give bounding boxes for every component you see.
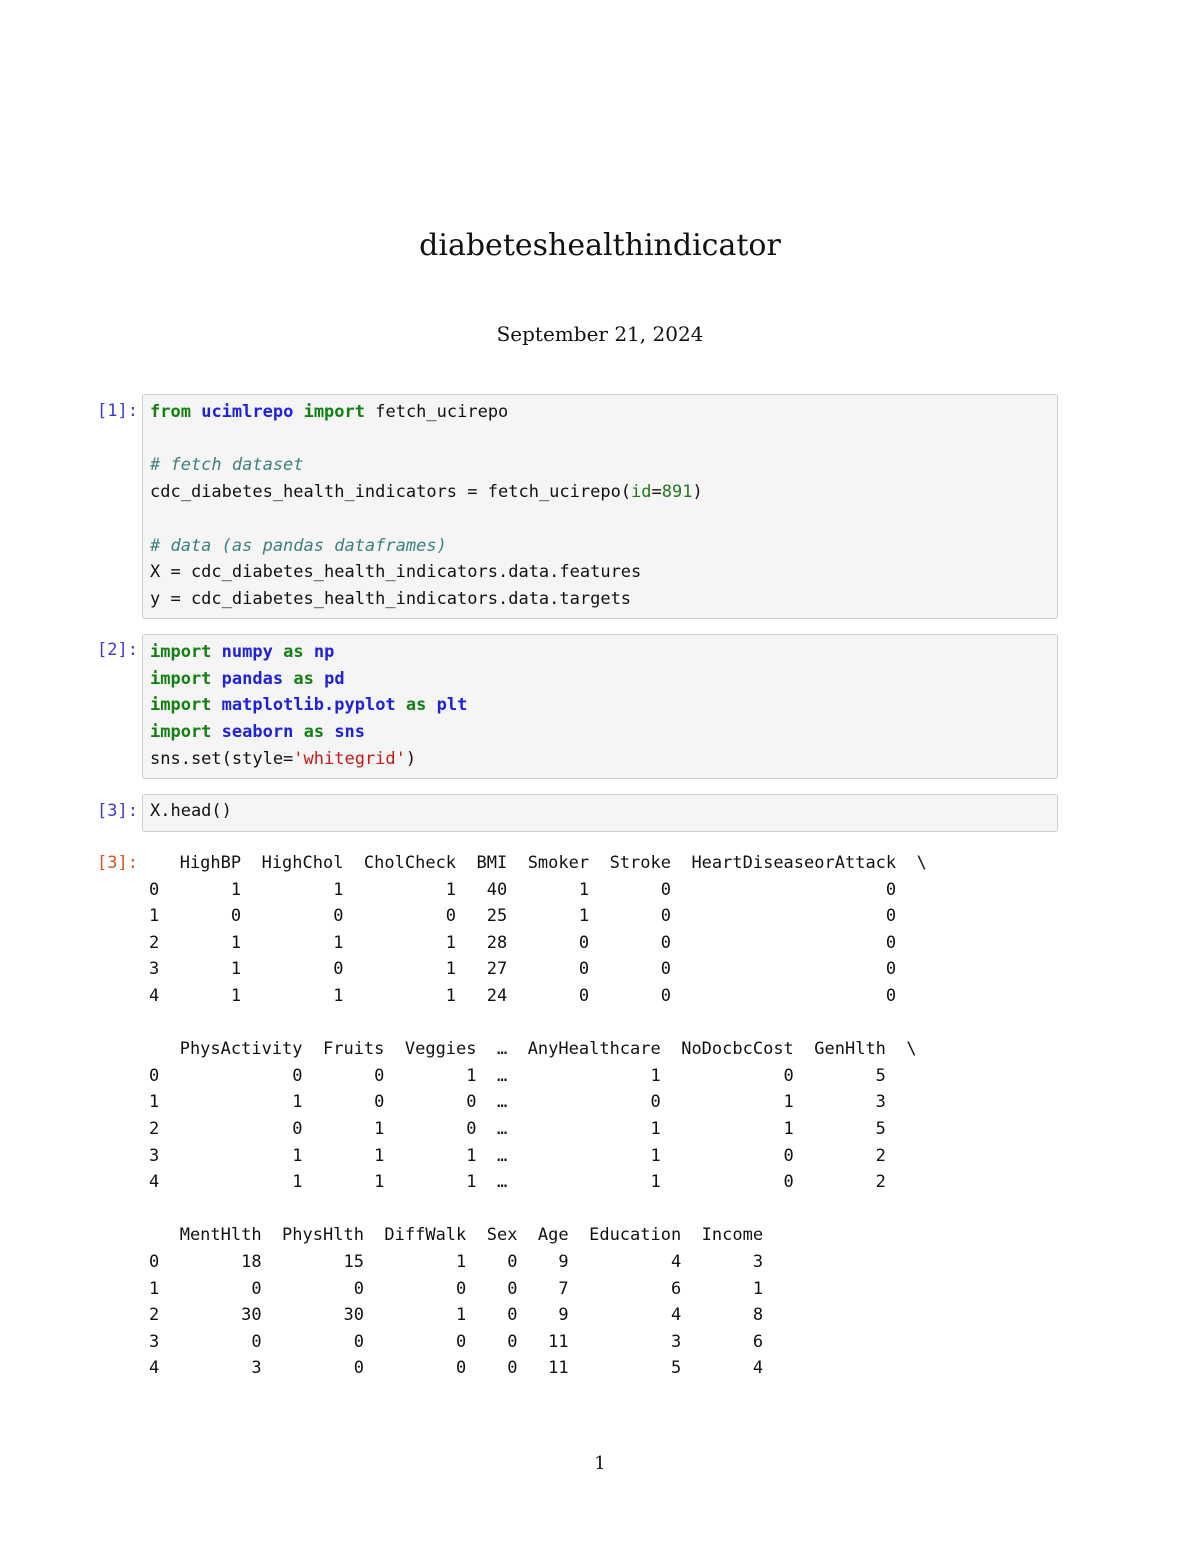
dataframe-row: 3 1 0 1 27 0 0 0 — [149, 959, 897, 980]
code-line: import seaborn as sns — [150, 722, 366, 743]
code-cell-3-source — [143, 795, 1057, 829]
dataframe-row: 4 1 1 1 … 1 0 2 — [149, 1172, 886, 1193]
dataframe-row: 0 1 1 1 40 1 0 0 — [149, 879, 897, 900]
dataframe-row: 1 0 0 0 0 7 6 1 — [149, 1278, 764, 1299]
dataframe-row: 3 0 0 0 0 11 3 6 — [149, 1331, 764, 1352]
code-line: X = cdc_diabetes_health_indicators.data.features — [150, 562, 642, 583]
dataframe-row: 3 1 1 1 … 1 0 2 — [149, 1145, 886, 1166]
code-cell-2-source — [143, 635, 1057, 777]
dataframe-block-1 — [149, 850, 927, 1010]
code-line-blank — [150, 429, 160, 449]
code-line: import pandas as pd — [150, 668, 345, 689]
cell-1-input-prompt: [1]: — [97, 401, 138, 421]
page-number: 1 — [594, 1453, 606, 1474]
dataframe-row: 2 1 1 1 28 0 0 0 — [149, 932, 897, 953]
code-line: X.head() — [150, 801, 232, 821]
code-line-blank — [150, 509, 160, 529]
code-line: cdc_diabetes_health_indicators = fetch_ucirepo(id=891) — [150, 482, 703, 503]
dataframe-row: 2 30 30 1 0 9 4 8 — [149, 1305, 764, 1326]
code-cell-1[interactable] — [142, 394, 1058, 619]
code-line: import matplotlib.pyplot as plt — [150, 695, 468, 716]
code-comment: # data (as pandas dataframes) — [150, 535, 447, 556]
dataframe-block-2 — [149, 1036, 927, 1196]
document-title: diabeteshealthindicator — [419, 228, 781, 263]
dataframe-row: 4 3 0 0 0 11 5 4 — [149, 1358, 764, 1379]
dataframe-row: 0 0 0 1 … 1 0 5 — [149, 1065, 886, 1086]
code-comment: # fetch dataset — [150, 455, 304, 476]
dataframe-header: PhysActivity Fruits Veggies … AnyHealthcare NoDocbcCost GenHlth \ — [149, 1039, 917, 1060]
dataframe-row: 4 1 1 1 24 0 0 0 — [149, 985, 897, 1006]
dataframe-output — [149, 850, 927, 1382]
code-line: sns.set(style='whitegrid') — [150, 748, 417, 769]
dataframe-block-3 — [149, 1222, 927, 1382]
dataframe-header: HighBP HighChol CholCheck BMI Smoker Stroke HeartDiseaseorAttack \ — [149, 853, 927, 873]
cell-2-input-prompt: [2]: — [97, 640, 138, 660]
code-line: from ucimlrepo import fetch_ucirepo — [150, 402, 509, 422]
dataframe-row: 0 18 15 1 0 9 4 3 — [149, 1251, 764, 1272]
dataframe-row: 1 0 0 0 25 1 0 0 — [149, 906, 897, 927]
dataframe-row: 1 1 0 0 … 0 1 3 — [149, 1092, 886, 1113]
cell-3-output-prompt: [3]: — [97, 853, 138, 873]
dataframe-row: 2 0 1 0 … 1 1 5 — [149, 1118, 886, 1139]
code-cell-1-source — [143, 395, 1057, 617]
code-line: y = cdc_diabetes_health_indicators.data.targets — [150, 588, 632, 609]
cell-3-input-prompt: [3]: — [97, 801, 138, 821]
code-cell-3[interactable] — [142, 794, 1058, 832]
code-cell-2[interactable] — [142, 634, 1058, 779]
document-date: September 21, 2024 — [496, 322, 704, 346]
code-line: import numpy as np — [150, 642, 335, 662]
dataframe-header: MentHlth PhysHlth DiffWalk Sex Age Education Income — [149, 1225, 764, 1246]
